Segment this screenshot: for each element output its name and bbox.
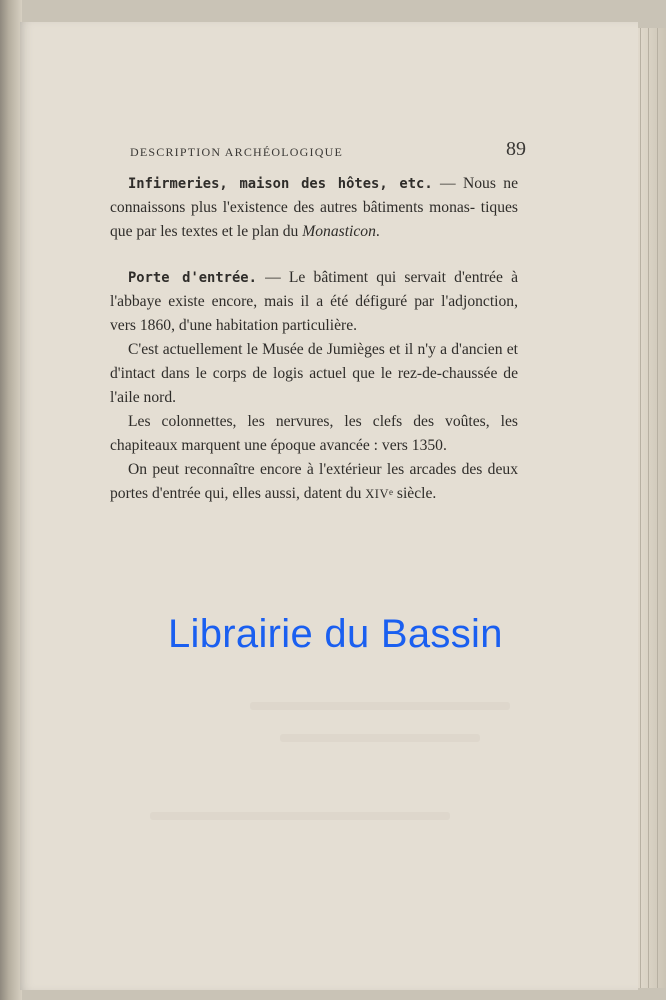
paragraph-text: On peut reconnaître encore à l'extérieur les arcades des deux portes d'entrée qui, elles aussi, datent du <box>110 461 518 502</box>
paragraph-text: — Nous ne <box>432 175 518 192</box>
section-separator <box>110 244 518 266</box>
paragraph-text: . <box>375 223 380 240</box>
show-through-text <box>280 734 480 742</box>
book-gutter-left <box>0 0 22 1000</box>
paragraph-text: tiques que par les textes et le plan du <box>110 199 518 240</box>
paragraph-porte-2: C'est actuellement le Musée de Jumièges et il n'y a d'ancien et d'intact dans le corps de logis actuel que le rez-de-chaussée de l'aile nord. <box>110 341 518 406</box>
stack-line <box>648 28 649 988</box>
stack-line <box>640 28 641 988</box>
italic-title: Monasticon <box>302 223 376 240</box>
running-head: DESCRIPTION ARCHÉOLOGIQUE <box>130 145 343 159</box>
page-number: 89 <box>506 138 526 160</box>
paragraph-infirmeries <box>110 172 518 244</box>
paragraph-text: siècle. <box>393 485 437 502</box>
paragraph-text: connaissons plus l'existence des autres bâtiments monas- <box>110 199 476 216</box>
paragraph-porte-3: Les colonnettes, les nervures, les clefs des voûtes, les chapiteaux marquent une époque avancée : vers 1350. <box>110 413 518 454</box>
body-text <box>110 172 518 506</box>
century-numeral: XIV <box>365 487 389 501</box>
paragraph-porte-4 <box>110 458 518 506</box>
stack-line <box>657 28 658 988</box>
paragraph-text: — Le bâtiment qui servait d'entrée à l'abbaye existe encore, mais il a été défiguré par l'adjonction, vers 1860, d'une habitation particulière. <box>110 269 518 334</box>
book-page <box>20 22 638 990</box>
show-through-text <box>150 812 450 820</box>
watermark-text: Librairie du Bassin <box>168 612 503 656</box>
section-heading-porte: Porte d'entrée. <box>128 270 257 286</box>
century-superscript: e <box>389 487 393 497</box>
section-heading-infirmeries: Infirmeries, maison des hôtes, etc. <box>128 176 433 192</box>
paragraph-porte-1 <box>110 266 518 338</box>
show-through-text <box>250 702 510 710</box>
